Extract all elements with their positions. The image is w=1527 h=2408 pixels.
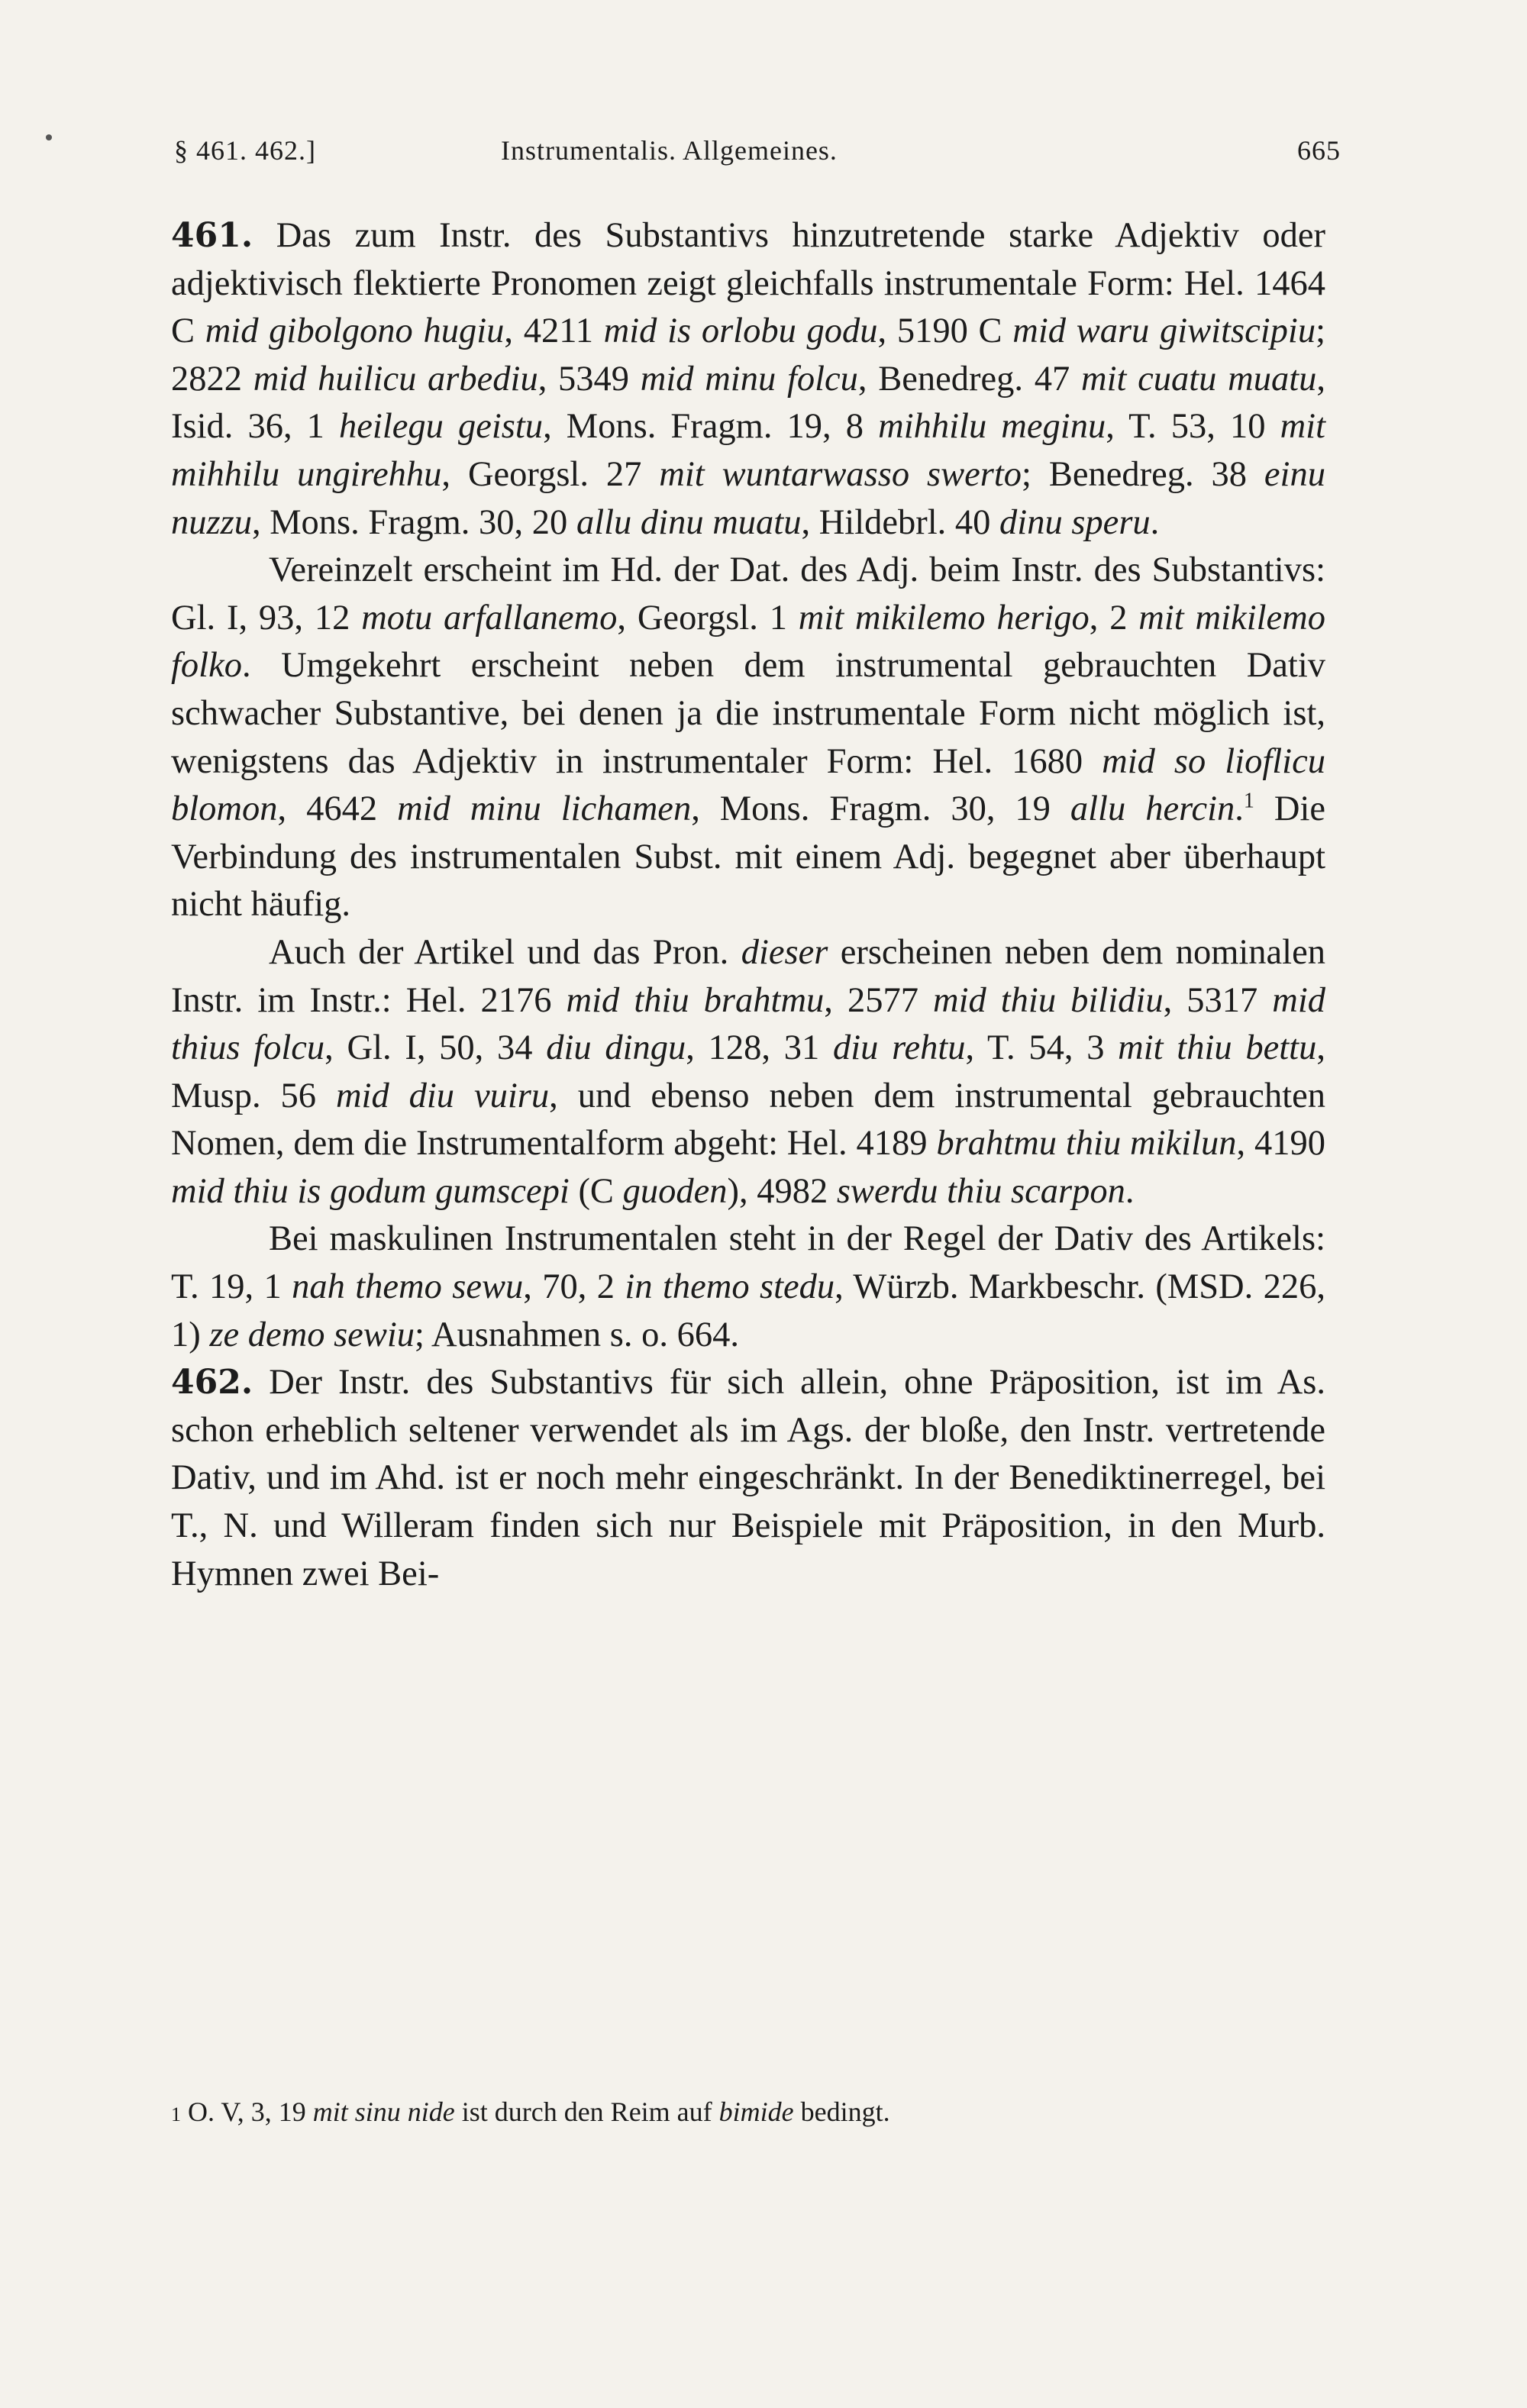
italic-citation: brahtmu thiu mikilun — [936, 1124, 1237, 1164]
italic-citation: mid diu vuiru — [335, 1076, 550, 1115]
text-run: Vereinzelt erscheint im Hd. der Dat. des Adj. beim Instr. des Substantivs: Gl. I, 93, 12 — [171, 550, 1325, 638]
text-run: , 2 — [1089, 598, 1139, 638]
italic-citation: mit mikilemo herigo — [798, 598, 1090, 638]
text-run: , Isid. 36, 1 — [171, 359, 1326, 447]
italic-citation: mid waru giwitscipiu — [1012, 311, 1316, 351]
italic-citation: mid minu folcu — [640, 359, 858, 399]
text-run: , 5349 — [538, 359, 641, 399]
paragraph-vereinzelt — [171, 547, 1325, 929]
text-run: , Hildebrl. 40 — [801, 502, 1000, 542]
italic-citation: mid minu lichamen — [397, 789, 692, 829]
text-run: ; 2822 — [171, 311, 1326, 399]
footnote — [171, 2092, 1325, 2132]
text-run: , 4642 — [277, 789, 398, 829]
italic-citation: mid thius folcu — [171, 980, 1326, 1068]
text-run: , 4211 — [504, 311, 604, 351]
section-number: 462. — [171, 1363, 253, 1403]
italic-citation: mit thiu bettu — [1118, 1028, 1317, 1068]
footnote-text — [181, 2097, 890, 2127]
text-run: . — [1235, 789, 1244, 829]
italic-citation: mid huilicu arbediu — [253, 359, 538, 399]
italic-citation: swerdu thiu scarpon — [836, 1171, 1125, 1211]
italic-citation: ze demo sewiu — [209, 1315, 415, 1354]
text-run: ), 4982 — [727, 1171, 837, 1211]
text-run: , 5190 C — [877, 311, 1013, 351]
italic-citation: allu dinu muatu — [576, 502, 802, 542]
text-run: Die Verbindung des instrumentalen Subst. mit einem Adj. begegnet aber überhaupt nicht häufig. — [171, 789, 1325, 925]
italic-citation: dieser — [741, 932, 828, 972]
paragraph-462 — [171, 1359, 1325, 1598]
text-run: , Gl. I, 50, 34 — [324, 1028, 547, 1068]
footnote-reference: 1 — [1243, 789, 1254, 813]
text-run: , 5317 — [1163, 980, 1273, 1020]
italic-citation: mit wuntarwasso swerto — [659, 454, 1022, 494]
section-number: 461. — [171, 216, 253, 255]
italic-citation: mit mihhilu ungirehhu — [171, 407, 1325, 494]
text-run: O. V, 3, 19 — [181, 2097, 313, 2127]
header-title: Instrumentalis. Allgemeines. — [501, 135, 838, 166]
italic-citation: motu arfallanemo — [361, 598, 618, 638]
text-run: . — [1125, 1171, 1135, 1211]
italic-citation: einu nuzzu — [171, 454, 1325, 542]
text-run: Das zum Instr. des Substantivs hinzutretende starke Adjektiv oder adjektivisch flektierte Pronomen zeigt gleichfalls instrumentale Form: Hel. 1464 C — [171, 216, 1325, 351]
text-run: , Mons. Fragm. 19, 8 — [543, 407, 879, 447]
italic-citation: bimide — [718, 2097, 794, 2127]
italic-citation: guoden — [622, 1171, 728, 1211]
text-run: , 128, 31 — [686, 1028, 833, 1068]
text-run: , Würzb. Markbeschr. (MSD. 226, 1) — [171, 1267, 1326, 1354]
text-run: , Georgsl. 27 — [441, 454, 660, 494]
italic-citation: mid is orlobu godu — [603, 311, 878, 351]
paragraph-bei — [171, 1215, 1325, 1359]
text-run: ; Ausnahmen s. o. 664. — [415, 1315, 739, 1354]
text-run: (C — [569, 1171, 623, 1211]
header-section-range: § 461. 462.] — [174, 135, 316, 166]
footnote-marker: 1 — [171, 2103, 181, 2126]
italic-citation: heilegu geistu — [339, 407, 544, 447]
italic-citation: mid thiu bilidiu — [932, 980, 1164, 1020]
italic-citation: dinu speru — [999, 502, 1151, 542]
italic-citation: diu rehtu — [832, 1028, 966, 1068]
text-run: , T. 53, 10 — [1106, 407, 1280, 447]
italic-citation: mit sinu nide — [312, 2097, 455, 2127]
text-run: ist durch den Reim auf — [454, 2097, 719, 2127]
text-run: . Umgekehrt erscheint neben dem instrumental gebrauchten Dativ schwacher Substantive, bei denen ja die instrumentale Form nicht möglich ist, wenigstens das Adjektiv in instrumentaler Form: Hel. 1680 — [171, 646, 1325, 781]
text-run: , 4190 — [1236, 1124, 1326, 1164]
text-run: , 2577 — [824, 980, 933, 1020]
text-run: , Mons. Fragm. 30, 20 — [251, 502, 576, 542]
text-run: , T. 54, 3 — [965, 1028, 1119, 1068]
paragraph-auch — [171, 929, 1325, 1216]
italic-citation: mit cuatu muatu — [1080, 359, 1317, 399]
italic-citation: mid gibolgono hugiu — [205, 311, 505, 351]
paragraph-461 — [171, 212, 1325, 547]
main-text — [171, 212, 1325, 1598]
running-header — [174, 134, 1341, 180]
italic-citation: in themo stedu — [625, 1267, 835, 1307]
italic-citation: mid so lioflicu blomon — [171, 741, 1325, 829]
text-run: , Benedreg. 47 — [857, 359, 1081, 399]
text-run: Auch der Artikel und das Pron. — [269, 932, 741, 972]
text-run: Der Instr. des Substantivs für sich allein, ohne Präposition, ist im As. schon erheblich seltener verwendet als im Ags. der bloße, den Instr. vertretende Dativ, und im Ahd. ist er noch mehr eingeschränkt. In der Benediktinerregel, bei T., N. und Willeram finden sich nur Beispiele mit Präposition, in den Murb. Hymnen zwei Bei- — [171, 1363, 1325, 1593]
text-run: ; Benedreg. 38 — [1022, 454, 1264, 494]
italic-citation: mid thiu is godum gumscepi — [171, 1171, 570, 1211]
italic-citation: allu hercin — [1070, 789, 1235, 829]
text-run: bedingt. — [793, 2097, 890, 2127]
text-run: , Georgsl. 1 — [617, 598, 799, 638]
italic-citation: mihhilu meginu — [878, 407, 1106, 447]
text-run: Bei maskulinen Instrumentalen steht in der Regel der Dativ des Artikels: T. 19, 1 — [171, 1219, 1325, 1307]
italic-citation: mid thiu brahtmu — [566, 980, 825, 1020]
text-run: erscheinen neben dem nominalen Instr. im Instr.: Hel. 2176 — [171, 932, 1325, 1020]
text-run: , 70, 2 — [523, 1267, 625, 1307]
italic-citation: mit mikilemo folko — [171, 598, 1325, 686]
text-run: , Musp. 56 — [171, 1028, 1325, 1115]
italic-citation: diu dingu — [546, 1028, 686, 1068]
italic-citation: nah themo sewu — [292, 1267, 524, 1307]
text-run: . — [1150, 502, 1160, 542]
text-run: , Mons. Fragm. 30, 19 — [691, 789, 1070, 829]
margin-speck — [46, 134, 52, 140]
page-number: 665 — [1297, 135, 1341, 166]
text-run: , und ebenso neben dem instrumental gebrauchten Nomen, dem die Instrumentalform abgeht: Hel. 4189 — [171, 1076, 1325, 1164]
